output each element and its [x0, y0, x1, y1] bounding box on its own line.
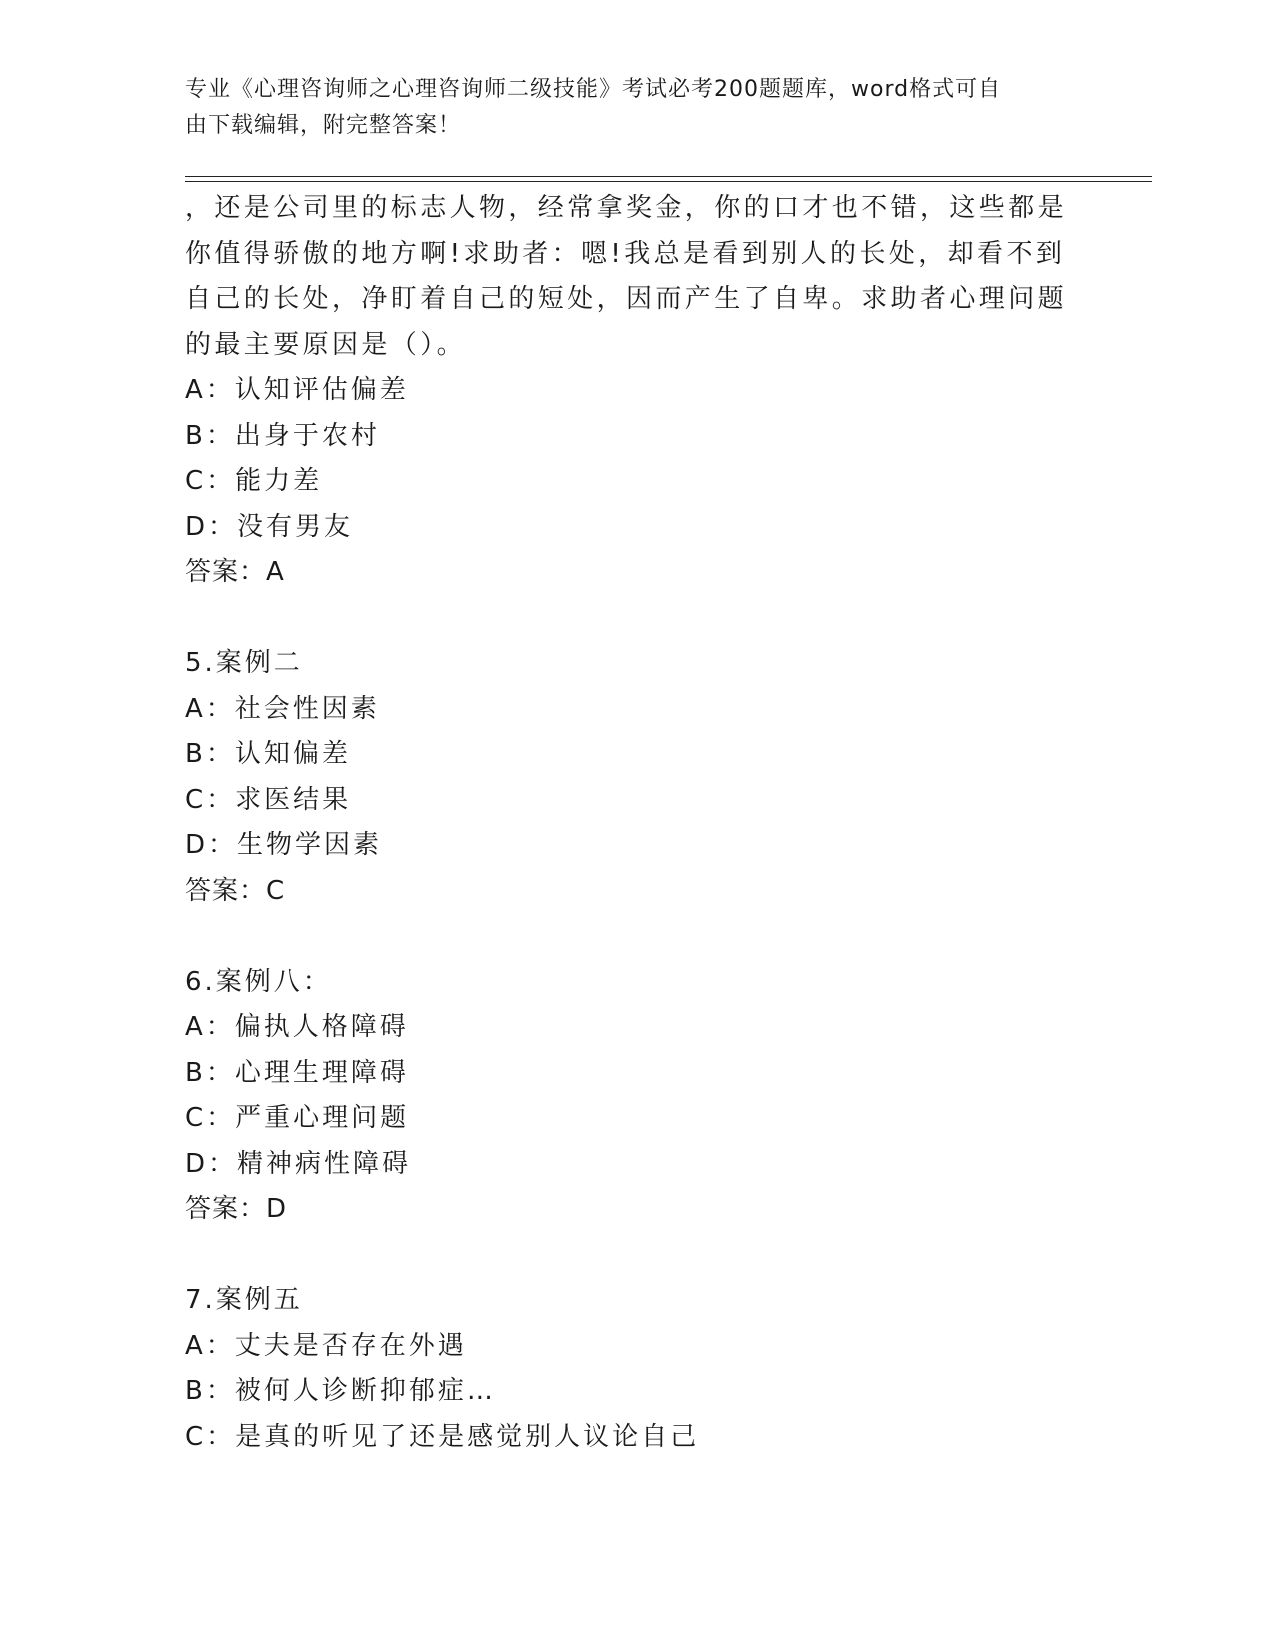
- option-d: D：生物学因素: [185, 830, 383, 860]
- question-stem: [185, 186, 1068, 368]
- option-c: C：能力差: [185, 466, 323, 496]
- option-c: C：求医结果: [185, 784, 352, 815]
- question-title: 6.案例八：: [185, 966, 332, 997]
- option-b: B：出身于农村: [185, 420, 380, 451]
- option-d: D：精神病性障碍: [185, 1148, 412, 1179]
- option-a: A：丈夫是否存在外遇: [185, 1330, 467, 1361]
- stem-line: 自己的长处，净盯着自己的短处，因而产生了自卑。求助者心理问题: [185, 284, 1068, 314]
- document-header: [185, 72, 1065, 144]
- option-c: C：是真的听见了还是感觉别人议论自己: [185, 1421, 700, 1452]
- question-5: [185, 641, 1065, 914]
- option-b: B：心理生理障碍: [185, 1057, 409, 1088]
- header-line-2: 由下载编辑，附完整答案！: [185, 113, 462, 138]
- stem-line: 你值得骄傲的地方啊!求助者：嗯!我总是看到别人的长处，却看不到: [185, 238, 1066, 269]
- spacer: [185, 596, 1065, 642]
- header-divider-top: [185, 176, 1152, 177]
- option-a: A：偏执人格障碍: [185, 1012, 409, 1042]
- question-title: 7.案例五: [185, 1285, 303, 1315]
- question-7: [185, 1278, 1065, 1460]
- stem-line: ，还是公司里的标志人物，经常拿奖金，你的口才也不错，这些都是: [185, 193, 1068, 223]
- header-line-1: 专业《心理咨询师之心理咨询师二级技能》考试必考200题题库，word格式可自: [185, 77, 1002, 102]
- answer: 答案：C: [185, 875, 286, 906]
- question-title: 5.案例二: [185, 648, 303, 678]
- question-list: [185, 186, 1068, 1460]
- question-4: [185, 186, 1068, 596]
- option-a: A：社会性因素: [185, 693, 380, 724]
- question-6: [185, 960, 1065, 1233]
- spacer: [185, 1233, 1065, 1279]
- header-divider-bottom: [185, 181, 1152, 182]
- spacer: [185, 914, 1065, 960]
- option-b: B：被何人诊断抑郁症…: [185, 1376, 496, 1406]
- option-b: B：认知偏差: [185, 739, 351, 769]
- answer: 答案：D: [185, 1194, 288, 1224]
- stem-line: 的最主要原因是（）。: [185, 329, 467, 360]
- option-c: C：严重心理问题: [185, 1103, 410, 1133]
- option-d: D：没有男友: [185, 511, 354, 542]
- answer: 答案：A: [185, 557, 285, 587]
- option-a: A：认知评估偏差: [185, 375, 409, 405]
